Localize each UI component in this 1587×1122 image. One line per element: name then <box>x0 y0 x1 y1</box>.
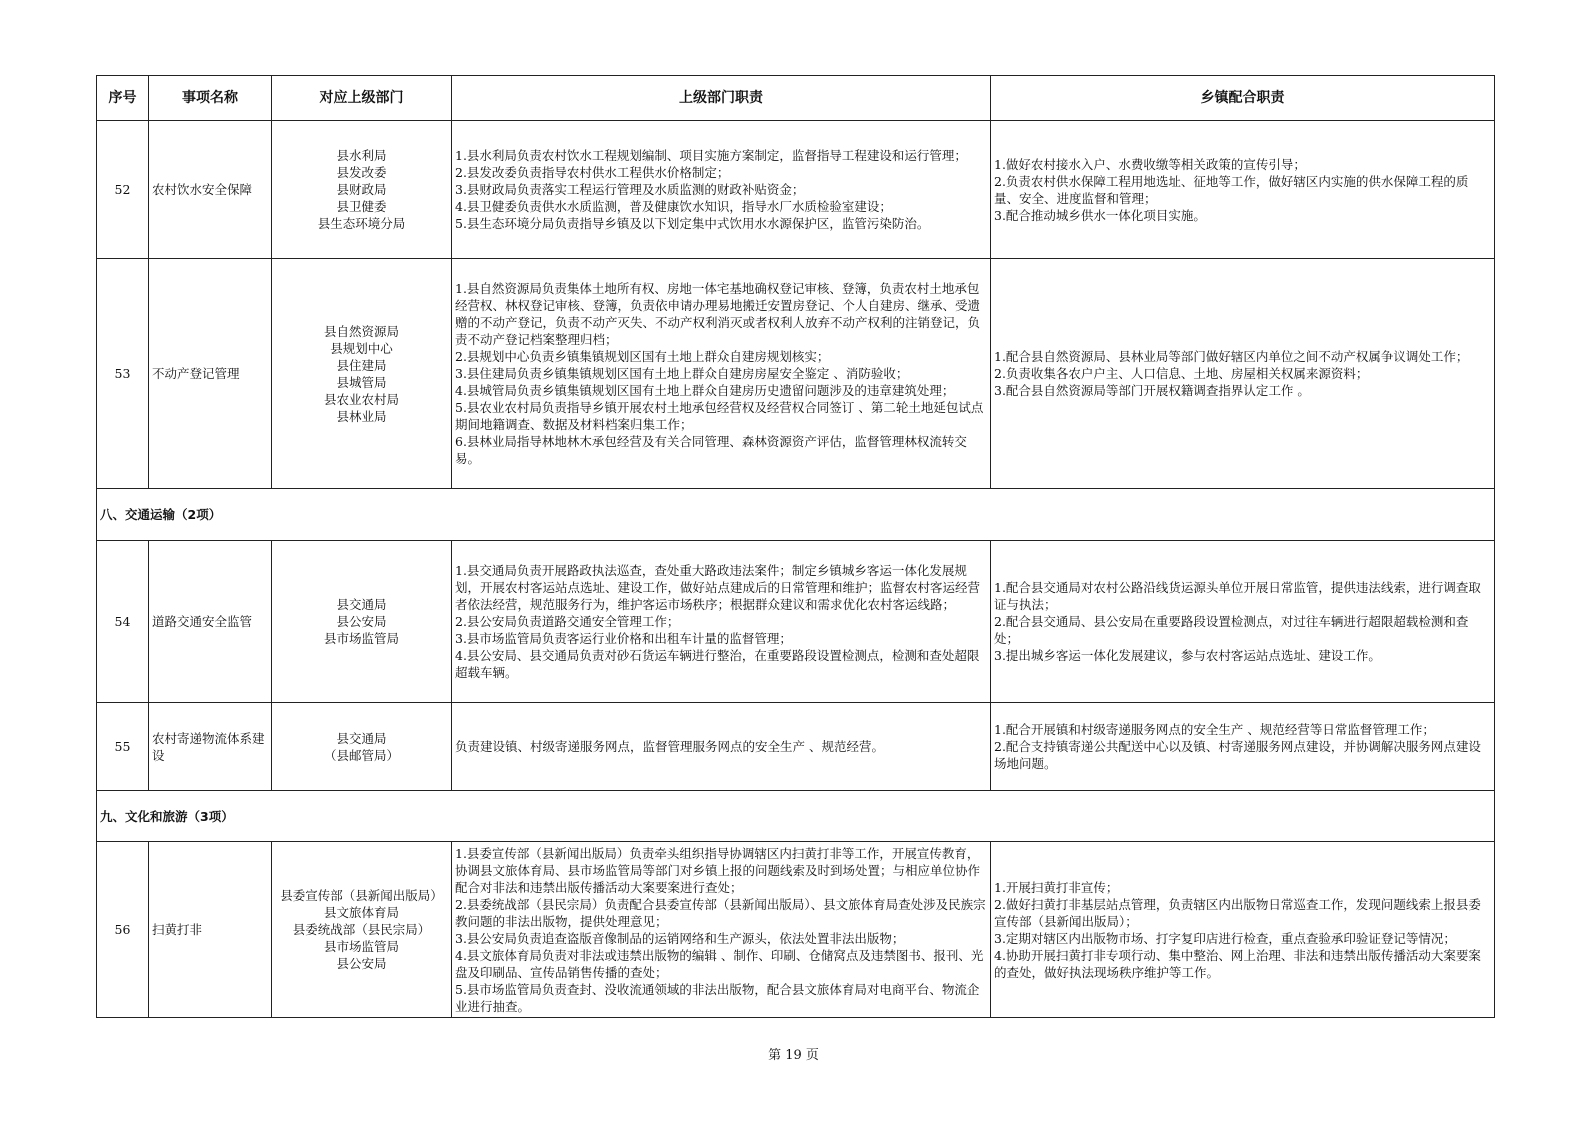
item-number: 56 <box>97 842 149 1018</box>
superior-dept-cell <box>272 259 452 489</box>
township-duties-cell <box>991 703 1495 791</box>
duty-line: 2.县规划中心负责乡镇集镇规划区国有土地上群众自建房规划核实； <box>455 349 830 364</box>
superior-dept-cell <box>272 842 452 1018</box>
superior-dept-cell <box>272 541 452 703</box>
duty-line: 3.县财政局负责落实工程运行管理及水质监测的财政补贴资金； <box>455 182 805 197</box>
duty-line: 1.县水利局负责农村饮水工程规划编制、项目实施方案制定，监督指导工程建设和运行管理； <box>455 148 967 163</box>
coop-line: 3.提出城乡客运一体化发展建议，参与农村客运站点选址、建设工作。 <box>994 648 1381 663</box>
item-name: 道路交通安全监管 <box>149 541 272 703</box>
table-header-row <box>97 76 1495 121</box>
header-superior-duties: 上级部门职责 <box>452 76 991 121</box>
dept-line: 县卫健委 <box>336 199 387 214</box>
section-row <box>97 489 1495 541</box>
township-duties-cell <box>991 121 1495 259</box>
item-number: 52 <box>97 121 149 259</box>
dept-line: 县规划中心 <box>330 340 393 356</box>
dept-line: 县农业农村局 <box>323 391 399 407</box>
coop-line: 3.定期对辖区内出版物市场、打字复印店进行检查，重点查验承印验证登记等情况； <box>994 930 1456 946</box>
responsibility-table <box>96 75 1495 1018</box>
coop-line: 3.配合推动城乡供水一体化项目实施。 <box>994 207 1206 223</box>
dept-line: （县邮管局） <box>323 747 399 763</box>
section-row <box>97 791 1495 842</box>
duty-line: 2.县发改委负责指导农村供水工程供水价格制定； <box>455 165 730 180</box>
dept-line: 县住建局 <box>336 357 387 373</box>
coop-line: 1.配合县自然资源局、县林业局等部门做好辖区内单位之间不动产权属争议调处工作； <box>994 349 1469 364</box>
township-duties-cell <box>991 259 1495 489</box>
duty-line: 4.县公安局、县交通局负责对砂石货运车辆进行整治，在重要路段设置检测点，检测和查处超限超载车辆。 <box>455 648 980 680</box>
dept-line: 县财政局 <box>336 182 387 197</box>
item-number: 54 <box>97 541 149 703</box>
duty-line: 负责建设镇、村级寄递服务网点，监督管理服务网点的安全生产 、规范经营。 <box>455 739 884 754</box>
superior-duties-cell <box>452 842 991 1018</box>
duty-line: 6.县林业局指导林地林木承包经营及有关合同管理、森林资源资产评估，监督管理林权流转交易。 <box>455 434 967 466</box>
dept-line: 县生态环境分局 <box>317 216 406 231</box>
table-row <box>97 259 1495 489</box>
coop-line: 4.协助开展扫黄打非专项行动、集中整治、网上治理、非法和违禁出版传播活动大案要案的查处，做好执法现场秩序维护等工作。 <box>994 947 1481 980</box>
duty-line: 3.县住建局负责乡镇集镇规划区国有土地上群众自建房房屋安全鉴定 、消防验收； <box>455 366 909 381</box>
dept-line: 县委宣传部（县新闻出版局） <box>280 888 443 903</box>
duty-line: 5.县农业农村局负责指导乡镇开展农村土地承包经营权及经营权合同签订 、第二轮土地延包试点期间地籍调查、数据及材料档案归集工作； <box>455 400 984 432</box>
coop-line: 2.做好扫黄打非基层站点管理，负责辖区内出版物日常巡查工作，发现问题线索上报县委宣传部（县新闻出版局）； <box>994 896 1481 929</box>
superior-duties-cell <box>452 703 991 791</box>
duty-line: 5.县生态环境分局负责指导乡镇及以下划定集中式饮用水水源保护区，监管污染防治。 <box>455 216 930 231</box>
table-row <box>97 541 1495 703</box>
duty-line: 2.县公安局负责道路交通安全管理工作； <box>455 614 680 629</box>
page-number: 第 19 页 <box>768 1048 819 1063</box>
superior-duties-cell <box>452 541 991 703</box>
coop-line: 1.配合开展镇和村级寄递服务网点的安全生产 、规范经营等日常监督管理工作； <box>994 722 1435 737</box>
item-name: 不动产登记管理 <box>149 259 272 489</box>
dept-line: 县城管局 <box>336 374 387 390</box>
section-title: 八、交通运输（2项） <box>97 489 1495 541</box>
dept-line: 县水利局 <box>336 148 387 163</box>
duty-line: 4.县城管局负责乡镇集镇规划区国有土地上群众自建房历史遗留问题涉及的违章建筑处理； <box>455 383 955 398</box>
dept-line: 县交通局 <box>336 597 387 612</box>
duty-line: 1.县交通局负责开展路政执法巡查，查处重大路政违法案件；制定乡镇城乡客运一体化发展规划，开展农村客运站点选址、建设工作，做好站点建成后的日常管理和维护；监督农村客运经营者依法经营，规范服务行为，维护客运市场秩序；根据群众建议和需求优化农村客运线路； <box>455 563 981 612</box>
dept-line: 县林业局 <box>336 408 387 424</box>
dept-line: 县文旅体育局 <box>323 905 399 920</box>
item-number: 55 <box>97 703 149 791</box>
dept-line: 县交通局 <box>336 730 387 746</box>
township-duties-cell <box>991 842 1495 1018</box>
item-name: 农村寄递物流体系建设 <box>149 703 272 791</box>
duty-line: 2.县委统战部（县民宗局）负责配合县委宣传部（县新闻出版局）、县文旅体育局查处涉及民族宗教问题的非法出版物，提供处理意见； <box>455 896 986 929</box>
duty-line: 3.县市场监管局负责客运行业价格和出租车计量的监督管理； <box>455 631 792 646</box>
dept-line: 县市场监管局 <box>323 631 399 646</box>
duty-line: 5.县市场监管局负责查封、没收流通领域的非法出版物，配合县文旅体育局对电商平台、物流企业进行抽查。 <box>455 981 980 1014</box>
superior-duties-cell <box>452 259 991 489</box>
table-row <box>97 703 1495 791</box>
table-row <box>97 842 1495 1018</box>
township-duties-cell <box>991 541 1495 703</box>
dept-line: 县市场监管局 <box>323 939 399 954</box>
coop-line: 2.负责收集各农户户主、人口信息、土地、房屋相关权属来源资料； <box>994 366 1369 381</box>
section-title: 九、文化和旅游（3项） <box>97 791 1495 842</box>
item-name: 扫黄打非 <box>149 842 272 1018</box>
duty-line: 3.县公安局负责追查盗版音像制品的运销网络和生产源头，依法处置非法出版物； <box>455 930 905 946</box>
table-row <box>97 121 1495 259</box>
superior-dept-cell <box>272 703 452 791</box>
superior-duties-cell <box>452 121 991 259</box>
dept-line: 县公安局 <box>336 614 387 629</box>
header-township-duties: 乡镇配合职责 <box>991 76 1495 121</box>
item-number: 53 <box>97 259 149 489</box>
superior-dept-cell <box>272 121 452 259</box>
coop-line: 1.配合县交通局对农村公路沿线货运源头单位开展日常监管，提供违法线索，进行调查取证与执法； <box>994 580 1481 612</box>
coop-line: 1.开展扫黄打非宣传； <box>994 879 1119 895</box>
dept-line: 县公安局 <box>336 956 387 971</box>
duty-line: 4.县文旅体育局负责对非法或违禁出版物的编辑 、制作、印刷、仓储窝点及违禁图书、报刊、光盘及印刷品、宣传品销售传播的查处； <box>455 947 984 980</box>
coop-line: 2.配合支持镇寄递公共配送中心以及镇、村寄递服务网点建设，并协调解决服务网点建设场地问题。 <box>994 739 1481 771</box>
dept-line: 县发改委 <box>336 165 387 180</box>
table-body <box>97 121 1495 1018</box>
duty-line: 1.县自然资源局负责集体土地所有权、房地一体宅基地确权登记审核、登簿，负责农村土地承包经营权、林权登记审核、登簿，负责依申请办理易地搬迁安置房登记、个人自建房、继承、受遗赠的不动产登记，负责不动产灭失、不动产权利消灭或者权利人放弃不动产权利的注销登记，负责不动产登记档案整理归档； <box>455 281 981 347</box>
item-name: 农村饮水安全保障 <box>149 121 272 259</box>
coop-line: 2.配合县交通局、县公安局在重要路段设置检测点，对过往车辆进行超限超载检测和查处； <box>994 614 1469 646</box>
coop-line: 2.负责农村供水保障工程用地选址、征地等工作，做好辖区内实施的供水保障工程的质量、安全、进度监督和管理； <box>994 173 1469 206</box>
duty-line: 4.县卫健委负责供水水质监测，普及健康饮水知识，指导水厂水质检验室建设； <box>455 199 892 214</box>
duty-line: 1.县委宣传部（县新闻出版局）负责牵头组织指导协调辖区内扫黄打非等工作，开展宣传教育，协调县文旅体育局、县市场监管局等部门对乡镇上报的问题线索及时到场处置；与相应单位协作配合对非法和违禁出版传播活动大案要案进行查处； <box>455 845 981 895</box>
coop-line: 1.做好农村接水入户、水费收缴等相关政策的宣传引导； <box>994 156 1306 172</box>
dept-line: 县委统战部（县民宗局） <box>292 922 431 937</box>
coop-line: 3.配合县自然资源局等部门开展权籍调查指界认定工作 。 <box>994 383 1310 398</box>
header-item-name: 事项名称 <box>149 76 272 121</box>
header-superior-dept: 对应上级部门 <box>272 76 452 121</box>
dept-line: 县自然资源局 <box>323 323 399 339</box>
header-number: 序号 <box>97 76 149 121</box>
